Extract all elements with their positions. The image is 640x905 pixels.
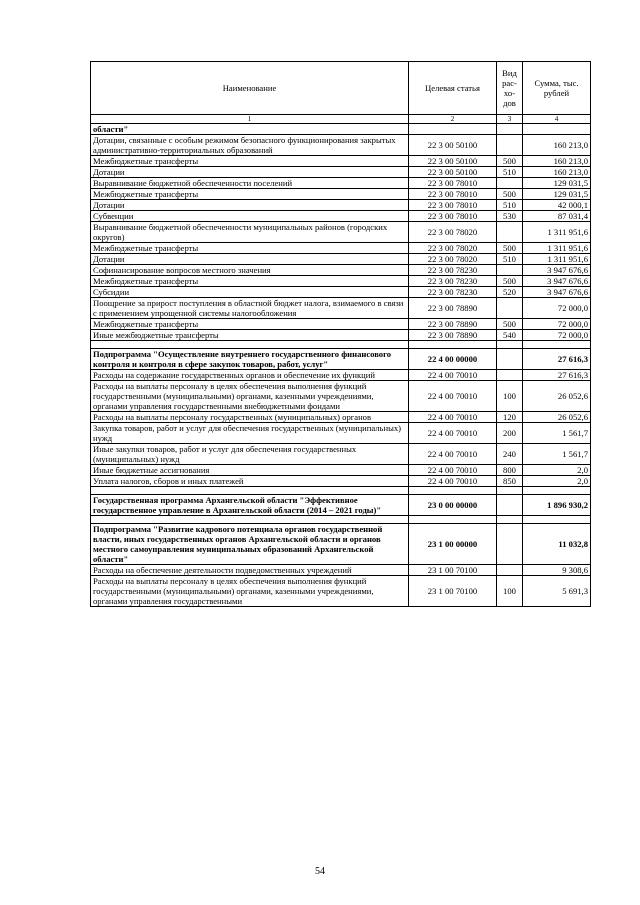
cell-article: 22 4 00 70010 xyxy=(409,465,497,476)
cell-vid: 100 xyxy=(497,576,523,607)
cell-sum: 72 000,0 xyxy=(523,330,591,341)
cell-vid: 510 xyxy=(497,167,523,178)
cell-name: Межбюджетные трансферты xyxy=(91,319,409,330)
table-row xyxy=(91,189,591,200)
table-row xyxy=(91,156,591,167)
table-row xyxy=(91,565,591,576)
cell-sum: 1 561,7 xyxy=(523,444,591,465)
cell-article: 22 4 00 00000 xyxy=(409,349,497,370)
cell-name: Дотации xyxy=(91,200,409,211)
cell-name: Подпрограмма "Развитие кадрового потенциала органов государственной власти, иных государственных органов Архангельской области и органов местного самоуправления муниципальных образований Архангельской области" xyxy=(91,524,409,565)
cell-name: Иные закупки товаров, работ и услуг для обеспечения государственных (муниципальных) нужд xyxy=(91,444,409,465)
cell-sum: 1 561,7 xyxy=(523,423,591,444)
table-row xyxy=(91,243,591,254)
cell-article: 23 1 00 00000 xyxy=(409,524,497,565)
cell-vid: 500 xyxy=(497,243,523,254)
cell-article: 22 3 00 50100 xyxy=(409,156,497,167)
cell-article xyxy=(409,516,497,524)
cell-sum: 1 311 951,6 xyxy=(523,254,591,265)
cell-article: 22 4 00 70010 xyxy=(409,476,497,487)
cell-vid xyxy=(497,298,523,319)
cell-vid xyxy=(497,495,523,516)
cell-name: области" xyxy=(91,124,409,135)
cell-name: Софинансирование вопросов местного значения xyxy=(91,265,409,276)
cell-name: Закупка товаров, работ и услуг для обеспечения государственных (муниципальных) нужд xyxy=(91,423,409,444)
header-article: Целевая статья xyxy=(409,62,497,115)
cell-vid: 520 xyxy=(497,287,523,298)
cell-sum: 42 000,1 xyxy=(523,200,591,211)
cell-name: Иные бюджетные ассигнования xyxy=(91,465,409,476)
cell-vid: 240 xyxy=(497,444,523,465)
table-row xyxy=(91,319,591,330)
page-number: 54 xyxy=(315,866,325,877)
budget-table-page xyxy=(90,61,590,607)
spacer-row xyxy=(91,516,591,524)
cell-sum: 129 031,5 xyxy=(523,189,591,200)
cell-article: 23 1 00 70100 xyxy=(409,565,497,576)
cell-article: 22 3 00 78230 xyxy=(409,276,497,287)
cell-vid: 500 xyxy=(497,276,523,287)
cell-vid xyxy=(497,349,523,370)
cell-vid: 500 xyxy=(497,156,523,167)
cell-vid: 510 xyxy=(497,254,523,265)
cell-sum: 11 032,8 xyxy=(523,524,591,565)
header-sum: Сумма, тыс. рублей xyxy=(523,62,591,115)
cell-vid: 500 xyxy=(497,319,523,330)
table-row xyxy=(91,265,591,276)
cell-article: 22 3 00 78020 xyxy=(409,243,497,254)
column-number: 4 xyxy=(523,115,591,124)
cell-name: Уплата налогов, сборов и иных платежей xyxy=(91,476,409,487)
column-number: 1 xyxy=(91,115,409,124)
table-row xyxy=(91,330,591,341)
table-row xyxy=(91,370,591,381)
cell-vid xyxy=(497,341,523,349)
cell-vid: 100 xyxy=(497,381,523,412)
cell-vid xyxy=(497,135,523,156)
cell-name xyxy=(91,516,409,524)
cell-vid xyxy=(497,516,523,524)
cell-name: Поощрение за прирост поступления в областной бюджет налога, взимаемого в связи с применением упрощенной системы налогообложения xyxy=(91,298,409,319)
cell-name xyxy=(91,487,409,495)
table-row xyxy=(91,412,591,423)
table-row xyxy=(91,287,591,298)
cell-vid: 850 xyxy=(497,476,523,487)
table-row xyxy=(91,465,591,476)
table-row xyxy=(91,276,591,287)
cell-sum: 1 311 951,6 xyxy=(523,243,591,254)
cell-name: Расходы на выплаты персоналу в целях обеспечения выполнения функций государственными (муниципальными) органами, казенными учреждениями, органами управления государственными xyxy=(91,576,409,607)
cell-article: 22 3 00 78010 xyxy=(409,189,497,200)
cell-vid: 540 xyxy=(497,330,523,341)
cell-sum: 160 213,0 xyxy=(523,156,591,167)
cell-sum: 26 052,6 xyxy=(523,381,591,412)
cell-sum: 2,0 xyxy=(523,476,591,487)
cell-vid xyxy=(497,178,523,189)
cell-name: Субсидии xyxy=(91,287,409,298)
table-row xyxy=(91,423,591,444)
cell-sum: 160 213,0 xyxy=(523,167,591,178)
cell-sum xyxy=(523,516,591,524)
cell-name: Субвенции xyxy=(91,211,409,222)
cell-article: 23 1 00 70100 xyxy=(409,576,497,607)
cell-sum: 87 031,4 xyxy=(523,211,591,222)
cell-sum: 5 691,3 xyxy=(523,576,591,607)
table-row xyxy=(91,444,591,465)
budget-table xyxy=(90,61,591,607)
cell-sum xyxy=(523,341,591,349)
cell-article: 22 3 00 50100 xyxy=(409,167,497,178)
table-row xyxy=(91,200,591,211)
cell-sum: 3 947 676,6 xyxy=(523,287,591,298)
cell-article: 22 3 00 78890 xyxy=(409,330,497,341)
column-number: 3 xyxy=(497,115,523,124)
cell-vid xyxy=(497,265,523,276)
column-number-row xyxy=(91,115,591,124)
cell-sum: 1 311 951,6 xyxy=(523,222,591,243)
table-row xyxy=(91,349,591,370)
cell-article: 22 3 00 78010 xyxy=(409,178,497,189)
cell-name: Межбюджетные трансферты xyxy=(91,243,409,254)
cell-name: Выравнивание бюджетной обеспеченности муниципальных районов (городских округов) xyxy=(91,222,409,243)
table-row xyxy=(91,495,591,516)
cell-article: 22 3 00 78890 xyxy=(409,319,497,330)
spacer-row xyxy=(91,341,591,349)
cell-sum: 27 616,3 xyxy=(523,349,591,370)
table-row xyxy=(91,576,591,607)
cell-vid xyxy=(497,222,523,243)
cell-vid: 510 xyxy=(497,200,523,211)
cell-vid xyxy=(497,565,523,576)
table-row xyxy=(91,254,591,265)
cell-name: Государственная программа Архангельской области "Эффективное государственное управление в Архангельской области (2014 – 2021 годы)" xyxy=(91,495,409,516)
cell-sum xyxy=(523,487,591,495)
cell-name: Расходы на выплаты персоналу в целях обеспечения выполнения функций государственными (муниципальными) органами, казенными учреждениями, органами управления государственными внебюджетными фондами xyxy=(91,381,409,412)
cell-article: 22 4 00 70010 xyxy=(409,412,497,423)
cell-article: 23 0 00 00000 xyxy=(409,495,497,516)
cell-sum: 160 213,0 xyxy=(523,135,591,156)
cell-name: Дотации xyxy=(91,167,409,178)
table-row xyxy=(91,298,591,319)
cell-article: 22 3 00 78020 xyxy=(409,254,497,265)
table-row xyxy=(91,381,591,412)
cell-vid: 200 xyxy=(497,423,523,444)
cell-name: Расходы на обеспечение деятельности подведомственных учреждений xyxy=(91,565,409,576)
cell-sum: 9 308,6 xyxy=(523,565,591,576)
table-row xyxy=(91,211,591,222)
cell-vid: 500 xyxy=(497,189,523,200)
cell-name: Расходы на содержание государственных органов и обеспечение их функций xyxy=(91,370,409,381)
table-row xyxy=(91,524,591,565)
table-row xyxy=(91,167,591,178)
cell-article: 22 4 00 70010 xyxy=(409,370,497,381)
cell-name: Дотации xyxy=(91,254,409,265)
cell-sum: 3 947 676,6 xyxy=(523,276,591,287)
spacer-row xyxy=(91,487,591,495)
table-row xyxy=(91,135,591,156)
cell-sum: 1 896 930,2 xyxy=(523,495,591,516)
cell-vid xyxy=(497,524,523,565)
cell-name: Дотации, связанные с особым режимом безопасного функционирования закрытых административно-территориальных образований xyxy=(91,135,409,156)
table-header-row xyxy=(91,62,591,115)
cell-name: Межбюджетные трансферты xyxy=(91,276,409,287)
cell-vid xyxy=(497,487,523,495)
cell-sum: 26 052,6 xyxy=(523,412,591,423)
cell-article: 22 3 00 78020 xyxy=(409,222,497,243)
cell-article: 22 4 00 70010 xyxy=(409,423,497,444)
cell-sum: 129 031,5 xyxy=(523,178,591,189)
cell-article xyxy=(409,487,497,495)
cell-article: 22 3 00 78010 xyxy=(409,200,497,211)
cell-vid xyxy=(497,370,523,381)
cell-name: Подпрограмма "Осуществление внутреннего государственного финансового контроля и контроля в сфере закупок товаров, работ, услуг" xyxy=(91,349,409,370)
cell-article: 22 3 00 78890 xyxy=(409,298,497,319)
table-row xyxy=(91,222,591,243)
cell-sum xyxy=(523,124,591,135)
cell-name xyxy=(91,341,409,349)
table-row xyxy=(91,476,591,487)
cell-name: Межбюджетные трансферты xyxy=(91,189,409,200)
cell-vid: 120 xyxy=(497,412,523,423)
cell-name: Иные межбюджетные трансферты xyxy=(91,330,409,341)
cell-vid: 530 xyxy=(497,211,523,222)
cell-name: Межбюджетные трансферты xyxy=(91,156,409,167)
cell-vid: 800 xyxy=(497,465,523,476)
table-row xyxy=(91,124,591,135)
table-body xyxy=(91,124,591,607)
cell-sum: 72 000,0 xyxy=(523,319,591,330)
cell-article xyxy=(409,341,497,349)
cell-vid xyxy=(497,124,523,135)
cell-sum: 72 000,0 xyxy=(523,298,591,319)
cell-article: 22 4 00 70010 xyxy=(409,381,497,412)
cell-name: Выравнивание бюджетной обеспеченности поселений xyxy=(91,178,409,189)
cell-name: Расходы на выплаты персоналу государственных (муниципальных) органов xyxy=(91,412,409,423)
cell-sum: 3 947 676,6 xyxy=(523,265,591,276)
header-name: Наименование xyxy=(91,62,409,115)
cell-article: 22 3 00 78230 xyxy=(409,265,497,276)
cell-article: 22 3 00 78010 xyxy=(409,211,497,222)
cell-article: 22 3 00 78230 xyxy=(409,287,497,298)
cell-sum: 27 616,3 xyxy=(523,370,591,381)
cell-article: 22 3 00 50100 xyxy=(409,135,497,156)
column-number: 2 xyxy=(409,115,497,124)
table-row xyxy=(91,178,591,189)
cell-article: 22 4 00 70010 xyxy=(409,444,497,465)
cell-sum: 2,0 xyxy=(523,465,591,476)
cell-article xyxy=(409,124,497,135)
header-vid: Вид рас- хо- дов xyxy=(497,62,523,115)
